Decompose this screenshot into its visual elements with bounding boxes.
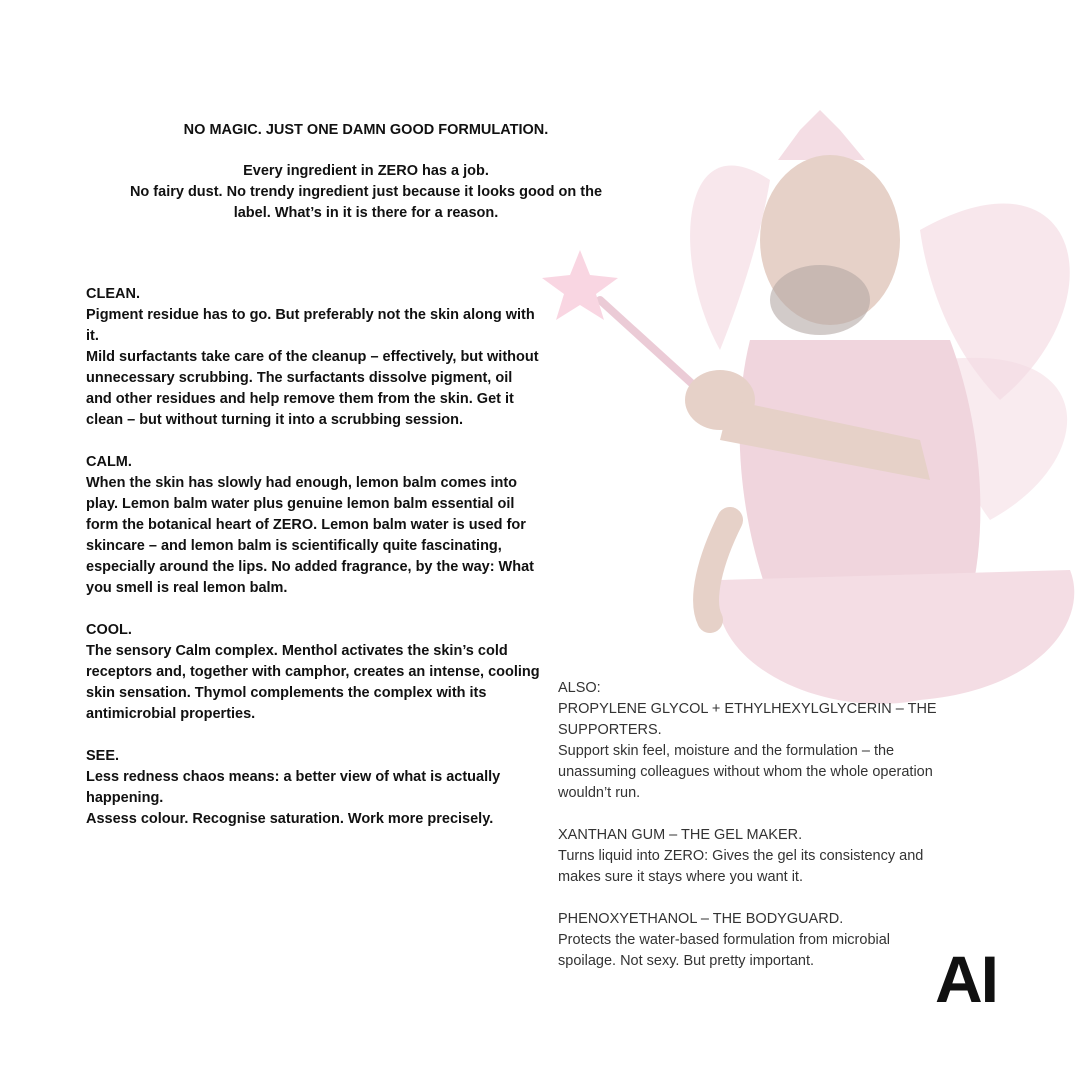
fairy-illustration — [520, 100, 1080, 760]
headline: NO MAGIC. JUST ONE DAMN GOOD FORMULATION. — [183, 122, 549, 138]
section-paragraph: The sensory Calm complex. Menthol activates the skin’s cold receptors and, together with camphor, creates an intense, cooling skin sensation. Thymol complements the complex with its antimicrobial properties. — [86, 643, 540, 722]
also-item-title: PROPYLENE GLYCOL + ETHYLHEXYLGLYCERIN – THE SUPPORTERS. — [558, 701, 937, 738]
section-paragraph: Less redness chaos means: a better view of what is actually happening. — [86, 769, 501, 806]
also-block-supporters — [558, 678, 943, 804]
section-calm — [86, 452, 541, 599]
also-item-title: XANTHAN GUM – THE GEL MAKER. — [558, 827, 803, 843]
section-heading: COOL. — [86, 622, 132, 638]
section-paragraph: Assess colour. Recognise saturation. Work more precisely. — [86, 811, 494, 827]
section-paragraph: Mild surfactants take care of the cleanup – effectively, but without unnecessary scrubbing. The surfactants dissolve pigment, oil and other residues and help remove them from the skin. Get it clean – but without turning it into a scrubbing session. — [86, 349, 539, 428]
section-paragraph: Pigment residue has to go. But preferably not the skin along with it. — [86, 307, 535, 344]
also-column — [558, 678, 943, 993]
also-item-text: Turns liquid into ZERO: Gives the gel its consistency and makes sure it stays where you want it. — [558, 848, 924, 885]
also-item-title: PHENOXYETHANOL – THE BODYGUARD. — [558, 911, 844, 927]
brand-logo: AI — [935, 942, 997, 1016]
also-block-gel-maker — [558, 825, 943, 888]
also-item-text: Support skin feel, moisture and the formulation – the unassuming colleagues without whom the whole operation wouldn’t run. — [558, 743, 933, 801]
section-heading: CALM. — [86, 454, 132, 470]
section-paragraph: When the skin has slowly had enough, lemon balm comes into play. Lemon balm water plus genuine lemon balm essential oil form the botanical heart of ZERO. Lemon balm water is used for skincare – and lemon balm is scientifically quite fascinating, especially around the lips. No added fragrance, by the way: What you smell is real lemon balm. — [86, 475, 534, 596]
also-item-text: Protects the water-based formulation from microbial spoilage. Not sexy. But pretty important. — [558, 932, 891, 969]
also-label: ALSO: — [558, 680, 601, 696]
intro-line: label. What’s in it is there for a reason. — [233, 205, 499, 221]
section-clean — [86, 284, 541, 431]
section-see — [86, 746, 541, 830]
section-heading: CLEAN. — [86, 286, 140, 302]
section-cool — [86, 620, 541, 725]
intro-line: No fairy dust. No trendy ingredient just because it looks good on the — [129, 184, 603, 200]
section-heading: SEE. — [86, 748, 120, 764]
also-block-bodyguard — [558, 909, 943, 972]
main-column — [86, 284, 541, 851]
intro-line: Every ingredient in ZERO has a job. — [243, 163, 489, 179]
